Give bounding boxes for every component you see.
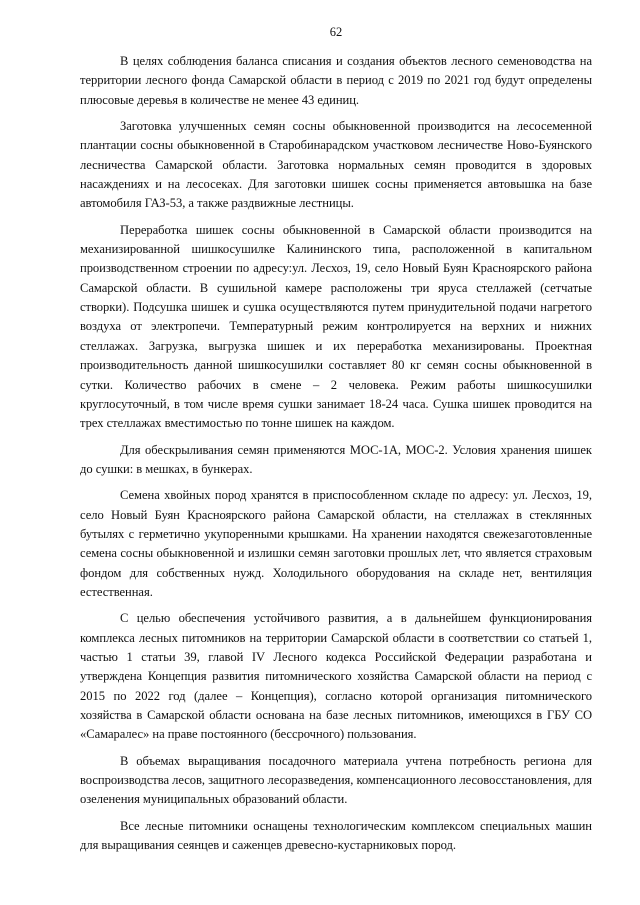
paragraph-dewinging: Для обескрыливания семян применяются МОС-1А, МОС-2. Условия хранения шишек до сушки: в мешках, в бункерах. [80, 442, 592, 476]
paragraph-plus-trees: В целях соблюдения баланса списания и создания объектов лесного семеноводства на территории лесного фонда Самарской области в период с 2019 по 2021 год будут определены плюсовые деревья в количестве не менее 43 единиц. [80, 54, 592, 107]
paragraph-cone-processing: Переработка шишек сосны обыкновенной в Самарской области производится на механизированной шишкосушилке Калининского типа, расположенной в капитальном производственном строении по адресу:ул. Лесхоз, 19, село Новый Буян Красноярского района Самарской области. В сушильной камере расположены три яруса стеллажей (сетчатые створки). Подсушка шишек и сушка осуществляются путем принудительной подачи нагретого воздуха от электропечи. Температурный режим контролируется на верхних и нижних стеллажах. Загрузка, выгрузка шишек и их переработка механизированы. Проектная производительность данной шишкосушилки составляет 80 кг семян сосны обыкновенной в сутки. Количество рабочих в смене – 2 человека. Режим работы шишкосушилки круглосуточный, в том числе время сушки занимает 18-24 часа. Сушка шишек проводится на трех стеллажах вместимостью по тонне шишек на каждом. [80, 222, 592, 431]
paragraph-nursery-equipment: Все лесные питомники оснащены технологическим комплексом специальных машин для выращивания сеянцев и саженцев древесно-кустарниковых пород. [80, 818, 592, 853]
paragraph-seed-harvesting: Заготовка улучшенных семян сосны обыкновенной производится на лесосеменной плантации сосны обыкновенной в Старобинарадском участковом лесничестве Ново-Буянского лесничества Самарской области. Заготовка нормальных семян проводится в здоровых насаждениях и на лесосеках. Для заготовки шишек сосны применяется автовышка на базе автомобиля ГАЗ-53, а также раздвижные лестницы. [80, 119, 592, 211]
paragraph-planting-material: В объемах выращивания посадочного материала учтена потребность региона для воспроизводства лесов, защитного лесоразведения, компенсационного лесовосстановления, для озеленения муниципальных образований области. [80, 753, 592, 807]
paragraph-nursery-concept: С целью обеспечения устойчивого развития, а в дальнейшем функционирования комплекса лесных питомников на территории Самарской области в соответствии со статьей 1, частью 1 статьи 39, главой IV Лесного кодекса Российской Федерации разработана и утверждена Концепция развития питомнического хозяйства Самарской области на период с 2015 по 2022 год (далее – Концепция), согласно которой организация питомнического хозяйства в Самарской области основана на базе лесных питомников, имеющихся в ГБУ СО «Самаралес» на праве постоянного (бессрочного) пользования. [80, 611, 592, 742]
paragraph-seed-storage: Семена хвойных пород хранятся в приспособленном складе по адресу: ул. Лесхоз, 19, село Новый Буян Красноярского района Самарской области, на стеллажах в стеклянных бутылях с герметично укупоренными крышками. На хранении находятся свежезаготовленные семена сосны обыкновенной и излишки семян заготовки прошлых лет, что является страховым фондом для собственных нужд. Холодильного оборудования на складе нет, вентиляция естественная. [80, 488, 592, 599]
page-number: 62 [329, 25, 343, 39]
